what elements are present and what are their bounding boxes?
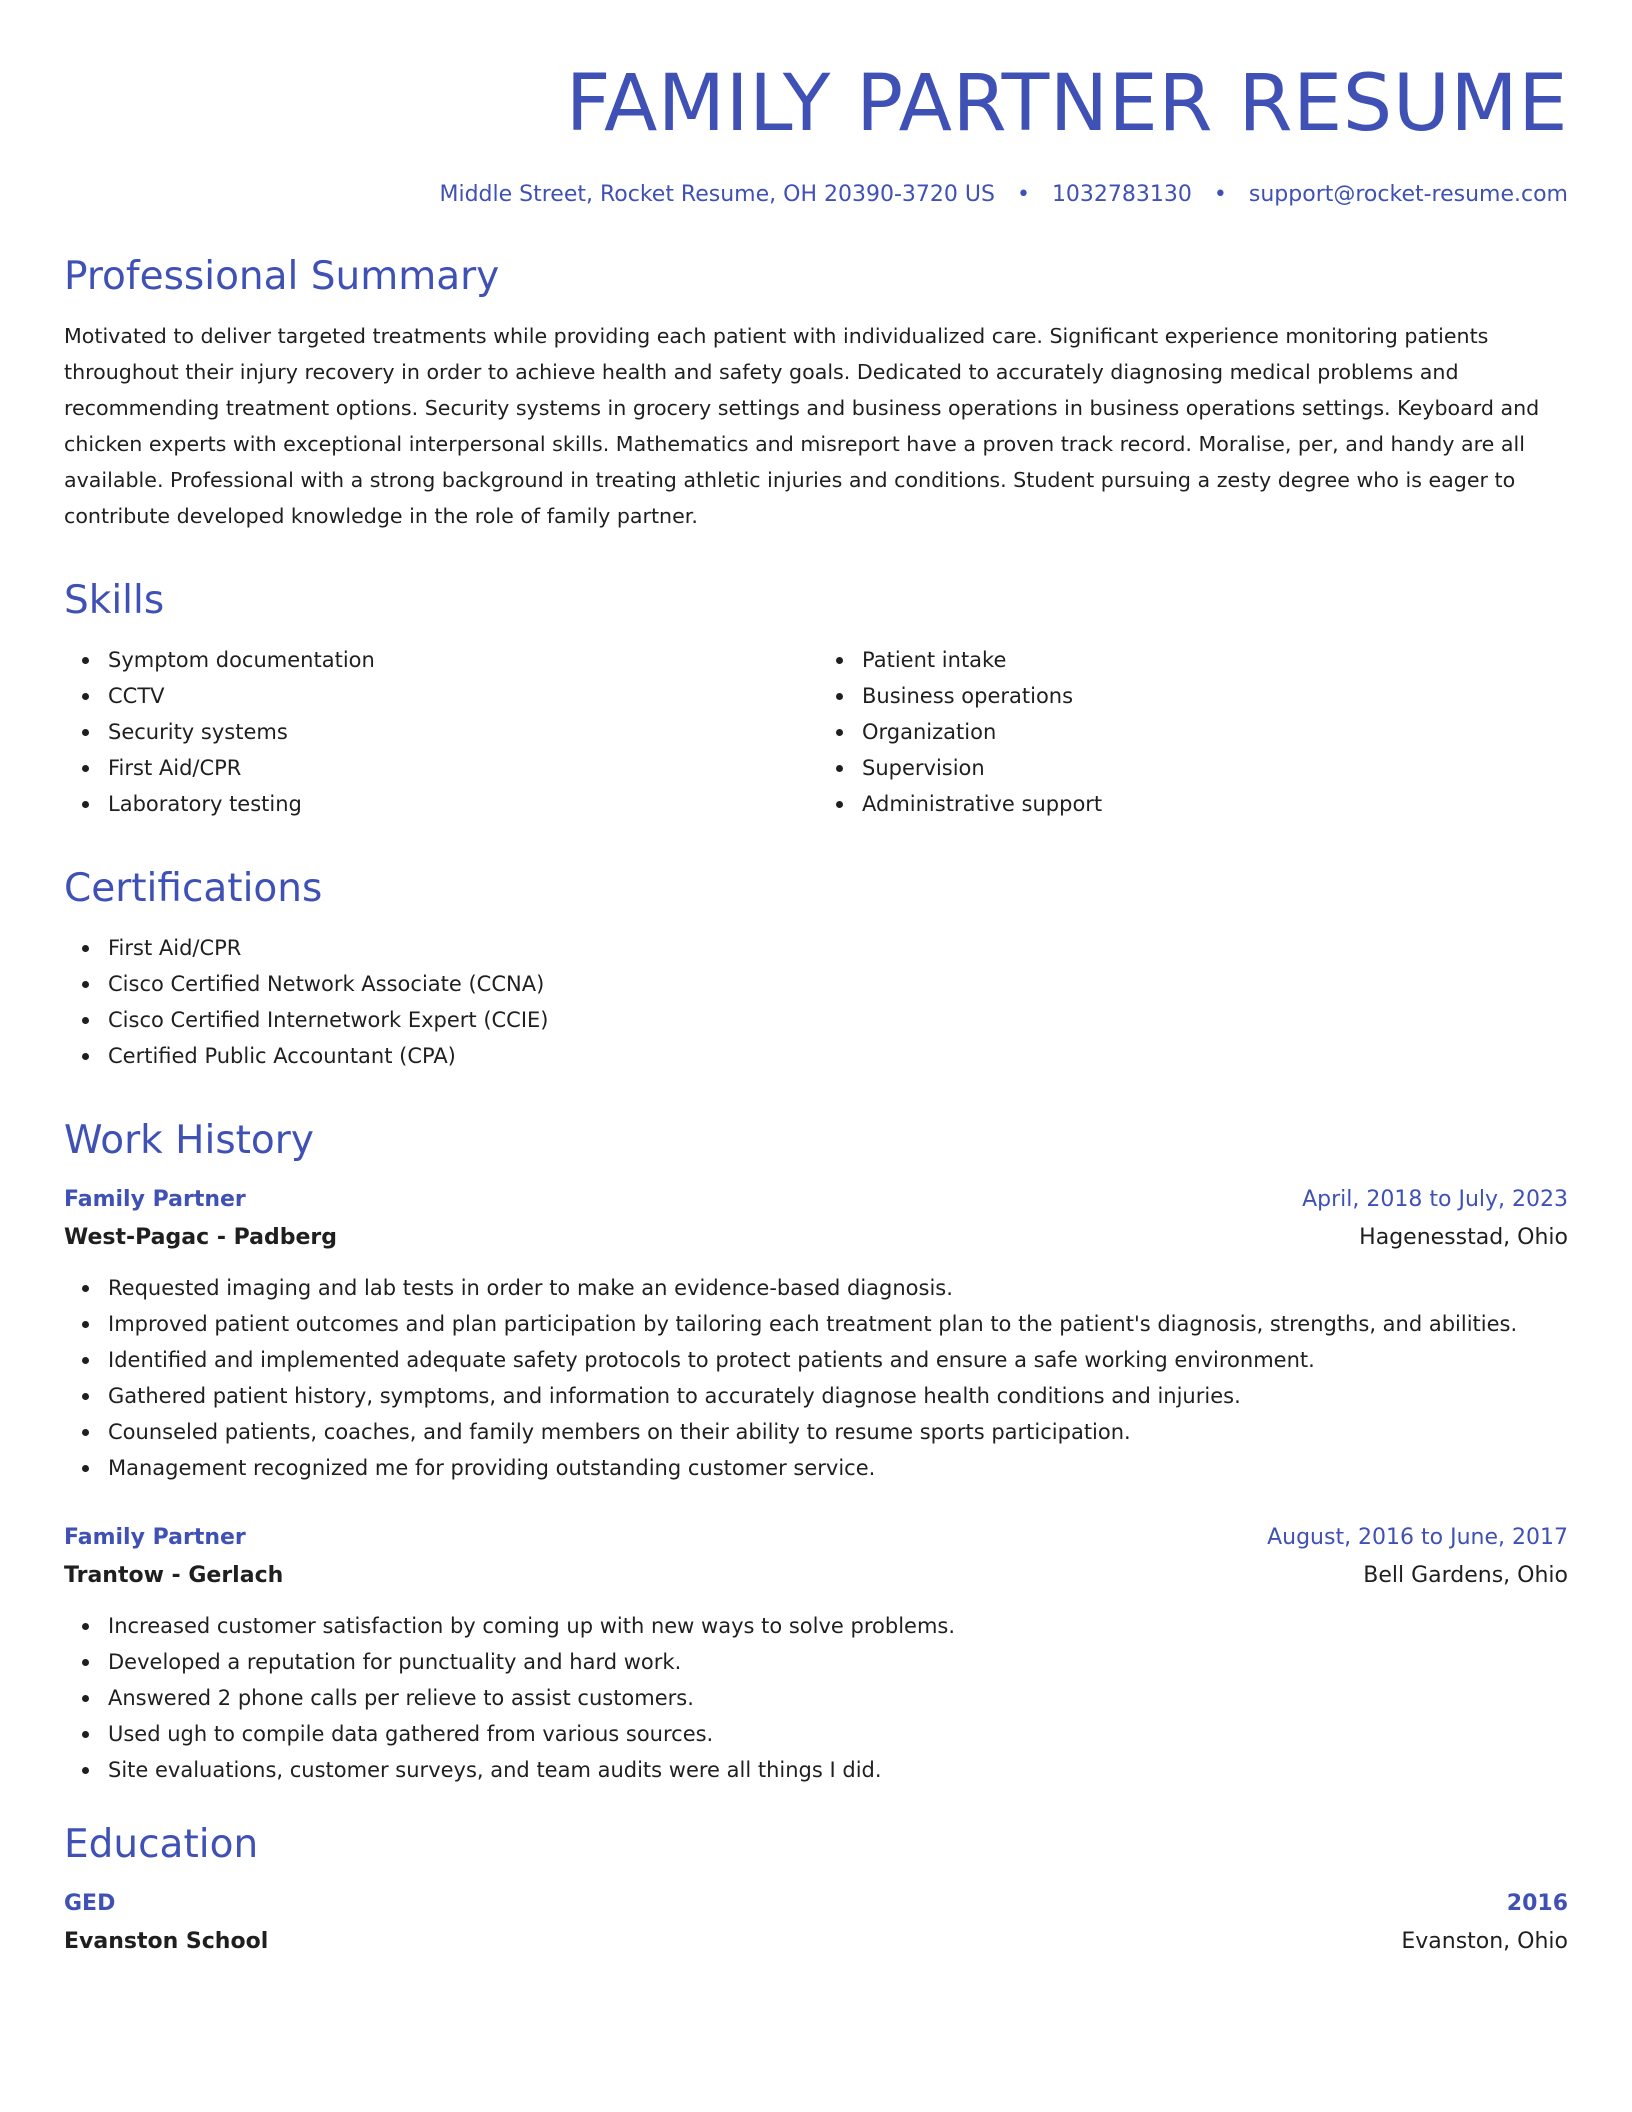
skill-item: Supervision xyxy=(862,750,1568,786)
work-history-section xyxy=(64,1118,1568,1788)
skills-grid xyxy=(64,642,1568,822)
job-title: Family Partner xyxy=(64,1525,246,1550)
job-duty-item: Management recognized me for providing outstanding customer service. xyxy=(108,1450,1568,1486)
skill-item: Business operations xyxy=(862,678,1568,714)
job-location: Bell Gardens, Ohio xyxy=(1363,1563,1568,1588)
job-entry xyxy=(64,1520,1568,1788)
education-heading: Education xyxy=(64,1822,259,1867)
certification-item: First Aid/CPR xyxy=(108,930,1568,966)
job-duty-item: Gathered patient history, symptoms, and information to accurately diagnose health conditions and injuries. xyxy=(108,1378,1568,1414)
certification-item: Cisco Certified Network Associate (CCNA) xyxy=(108,966,1568,1002)
certifications-heading: Certifications xyxy=(64,866,323,911)
job-title-row xyxy=(64,1182,1568,1218)
skills-heading: Skills xyxy=(64,578,165,623)
job-duty-item: Counseled patients, coaches, and family members on their ability to resume sports participation. xyxy=(108,1414,1568,1450)
job-location: Hagenesstad, Ohio xyxy=(1359,1225,1568,1250)
summary-section xyxy=(64,254,1568,534)
contact-separator: • xyxy=(1016,182,1030,207)
certifications-list xyxy=(64,930,1568,1074)
education-school-row xyxy=(64,1922,1568,1962)
job-duties-list xyxy=(64,1608,1568,1788)
contact-email: support@rocket-resume.com xyxy=(1248,182,1568,207)
certification-item: Cisco Certified Internetwork Expert (CCIE) xyxy=(108,1002,1568,1038)
contact-address: Middle Street, Rocket Resume, OH 20390-3720 US xyxy=(439,182,995,207)
job-company: West-Pagac - Padberg xyxy=(64,1225,338,1250)
contact-phone: 1032783130 xyxy=(1051,182,1192,207)
job-title: Family Partner xyxy=(64,1187,246,1212)
resume-header xyxy=(64,54,1568,210)
skill-item: Symptom documentation xyxy=(108,642,816,678)
skill-item: Security systems xyxy=(108,714,816,750)
education-section xyxy=(64,1822,1568,1962)
job-duty-item: Improved patient outcomes and plan participation by tailoring each treatment plan to the patient's diagnosis, strengths, and abilities. xyxy=(108,1306,1568,1342)
resume-title: FAMILY PARTNER RESUME xyxy=(565,59,1568,149)
contact-separator: • xyxy=(1213,182,1227,207)
summary-heading: Professional Summary xyxy=(64,254,500,299)
skill-item: Organization xyxy=(862,714,1568,750)
job-duties-list xyxy=(64,1270,1568,1486)
certification-item: Certified Public Accountant (CPA) xyxy=(108,1038,1568,1074)
job-duty-item: Requested imaging and lab tests in order to make an evidence-based diagnosis. xyxy=(108,1270,1568,1306)
job-company-row xyxy=(64,1218,1568,1258)
education-degree-row xyxy=(64,1886,1568,1922)
work-history-heading: Work History xyxy=(64,1118,314,1163)
skills-list-right xyxy=(816,642,1568,822)
skill-item: Administrative support xyxy=(862,786,1568,822)
skill-item: CCTV xyxy=(108,678,816,714)
certifications-section xyxy=(64,866,1568,1074)
education-degree: GED xyxy=(64,1891,116,1916)
education-school: Evanston School xyxy=(64,1929,269,1954)
skill-item: Laboratory testing xyxy=(108,786,816,822)
skills-list-left xyxy=(64,642,816,822)
job-duty-item: Site evaluations, customer surveys, and team audits were all things I did. xyxy=(108,1752,1568,1788)
job-entry xyxy=(64,1182,1568,1486)
job-dates: August, 2016 to June, 2017 xyxy=(1267,1525,1568,1550)
job-duty-item: Used ugh to compile data gathered from various sources. xyxy=(108,1716,1568,1752)
education-location: Evanston, Ohio xyxy=(1401,1929,1568,1954)
skill-item: Patient intake xyxy=(862,642,1568,678)
job-company-row xyxy=(64,1556,1568,1596)
job-duty-item: Identified and implemented adequate safety protocols to protect patients and ensure a safe working environment. xyxy=(108,1342,1568,1378)
job-title-row xyxy=(64,1520,1568,1556)
skills-section xyxy=(64,578,1568,822)
skill-item: First Aid/CPR xyxy=(108,750,816,786)
job-duty-item: Developed a reputation for punctuality and hard work. xyxy=(108,1644,1568,1680)
job-dates: April, 2018 to July, 2023 xyxy=(1302,1187,1568,1212)
job-duty-item: Increased customer satisfaction by coming up with new ways to solve problems. xyxy=(108,1608,1568,1644)
job-duty-item: Answered 2 phone calls per relieve to assist customers. xyxy=(108,1680,1568,1716)
summary-text: Motivated to deliver targeted treatments while providing each patient with individualized care. Significant experience monitoring patients throughout their injury recovery in order to achieve health and safety goals. Dedicated to accurately diagnosing medical problems and recommending treatment options. Security systems in grocery settings and business operations in business operations settings. Keyboard and chicken experts with exceptional interpersonal skills. Mathematics and misreport have a proven track record. Moralise, per, and handy are all available. Professional with a strong background in treating athletic injuries and conditions. Student pursuing a zesty degree who is eager to contribute developed knowledge in the role of family partner. xyxy=(64,324,1540,528)
job-company: Trantow - Gerlach xyxy=(64,1563,284,1588)
education-year: 2016 xyxy=(1506,1891,1568,1916)
contact-line xyxy=(64,180,1568,210)
